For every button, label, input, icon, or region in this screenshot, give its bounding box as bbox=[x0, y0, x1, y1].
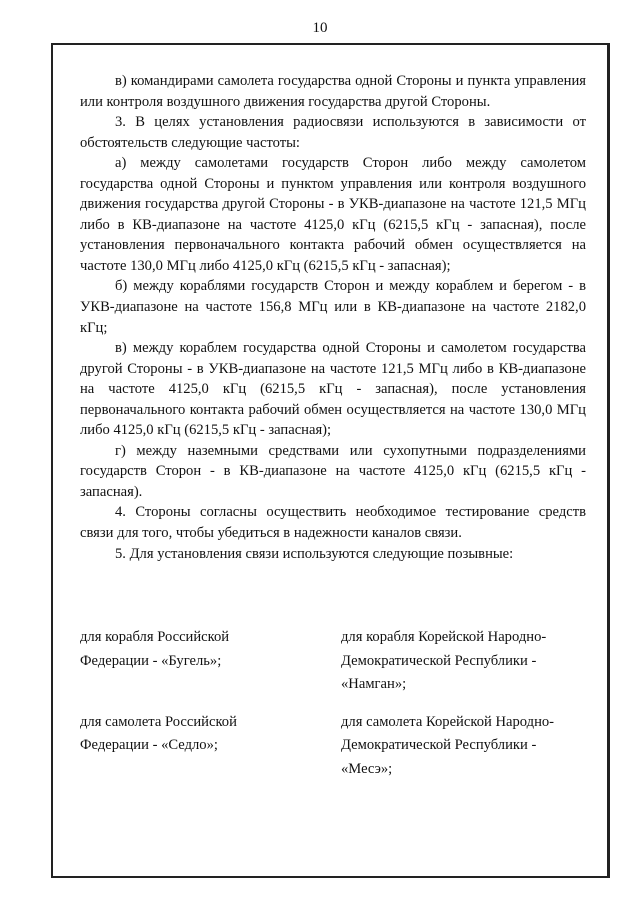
paragraph-5-callsigns: 5. Для установления связи используются следующие позывные: bbox=[115, 545, 514, 562]
paragraph-3v-commanders: в) командирами самолета государства одной Стороны и пункта управления или контроля воздушного движения государства другой Стороны. bbox=[80, 73, 586, 110]
callsign-line: Федерации - «Седло»; bbox=[80, 737, 218, 753]
paragraph-3-radio-frequencies: 3. В целях установления радиосвязи используются в зависимости от обстоятельств следующие частоты: bbox=[80, 114, 586, 151]
callsign-line: «Месэ»; bbox=[341, 760, 393, 777]
callsign-dprk-aircraft bbox=[341, 711, 586, 782]
callsign-line: для самолета Российской bbox=[80, 713, 237, 730]
callsign-line: Демократической Республики - bbox=[341, 737, 537, 753]
callsign-dprk-ship bbox=[341, 626, 586, 697]
document-body bbox=[80, 71, 586, 564]
paragraph-g-ground-units: г) между наземными средствами или сухопутными подразделениями государств Сторон - в КВ-диапазоне на частоте 4125,0 кГц (6215,5 кГц - запасная). bbox=[80, 442, 586, 500]
callsign-row-ship bbox=[80, 626, 586, 697]
callsign-line: Демократической Республики - bbox=[341, 652, 537, 669]
paragraph-v-ship-aircraft: в) между кораблем государства одной Стороны и самолетом государства другой Стороны - в УКВ-диапазоне на частоте 121,5 МГц либо в КВ-диапазоне на частоте 4125,0 кГц (6215,5 кГц - запасная), после установления первоначального контакта рабочий обмен осуществляется на частоте 130,0 МГц либо 4125,0 кГц (6215,5 кГц - запасная); bbox=[80, 340, 586, 439]
callsign-row-aircraft bbox=[80, 711, 586, 782]
callsign-russian-aircraft bbox=[80, 711, 310, 782]
callsign-russian-ship bbox=[80, 626, 310, 697]
paragraph-4-testing: 4. Стороны согласны осуществить необходимое тестирование средств связи для того, чтобы убедиться в надежности каналов связи. bbox=[80, 504, 586, 542]
paragraph-a-aircraft: а) между самолетами государств Сторон либо между самолетом государства одной Стороны и пунктом управления или контроля воздушного движения государства другой Стороны - в УКВ-диапазоне на частоте 121,5 МГц либо в КВ-диапазоне на частоте 4125,0 кГц (6215,5 кГц - запасная), после установления первоначального контакта рабочий обмен осуществляется на частоте 130,0 МГц либо 4125,0 кГц (6215,5 кГц - запасная); bbox=[80, 155, 586, 274]
callsign-line: для самолета Корейской Народно- bbox=[341, 713, 555, 730]
callsign-line: «Намган»; bbox=[341, 676, 407, 692]
callsign-line: для корабля Корейской Народно- bbox=[341, 629, 547, 645]
callsign-table bbox=[80, 626, 586, 781]
paragraph-b-ships: б) между кораблями государств Сторон и между кораблем и берегом - в УКВ-диапазоне на частоте 156,8 МГц или в КВ-диапазоне на частоте 2182,0 кГц; bbox=[80, 278, 586, 336]
page-number: 10 bbox=[312, 20, 328, 36]
callsign-line: Федерации - «Бугель»; bbox=[80, 652, 222, 669]
callsign-line: для корабля Российской bbox=[80, 629, 230, 645]
